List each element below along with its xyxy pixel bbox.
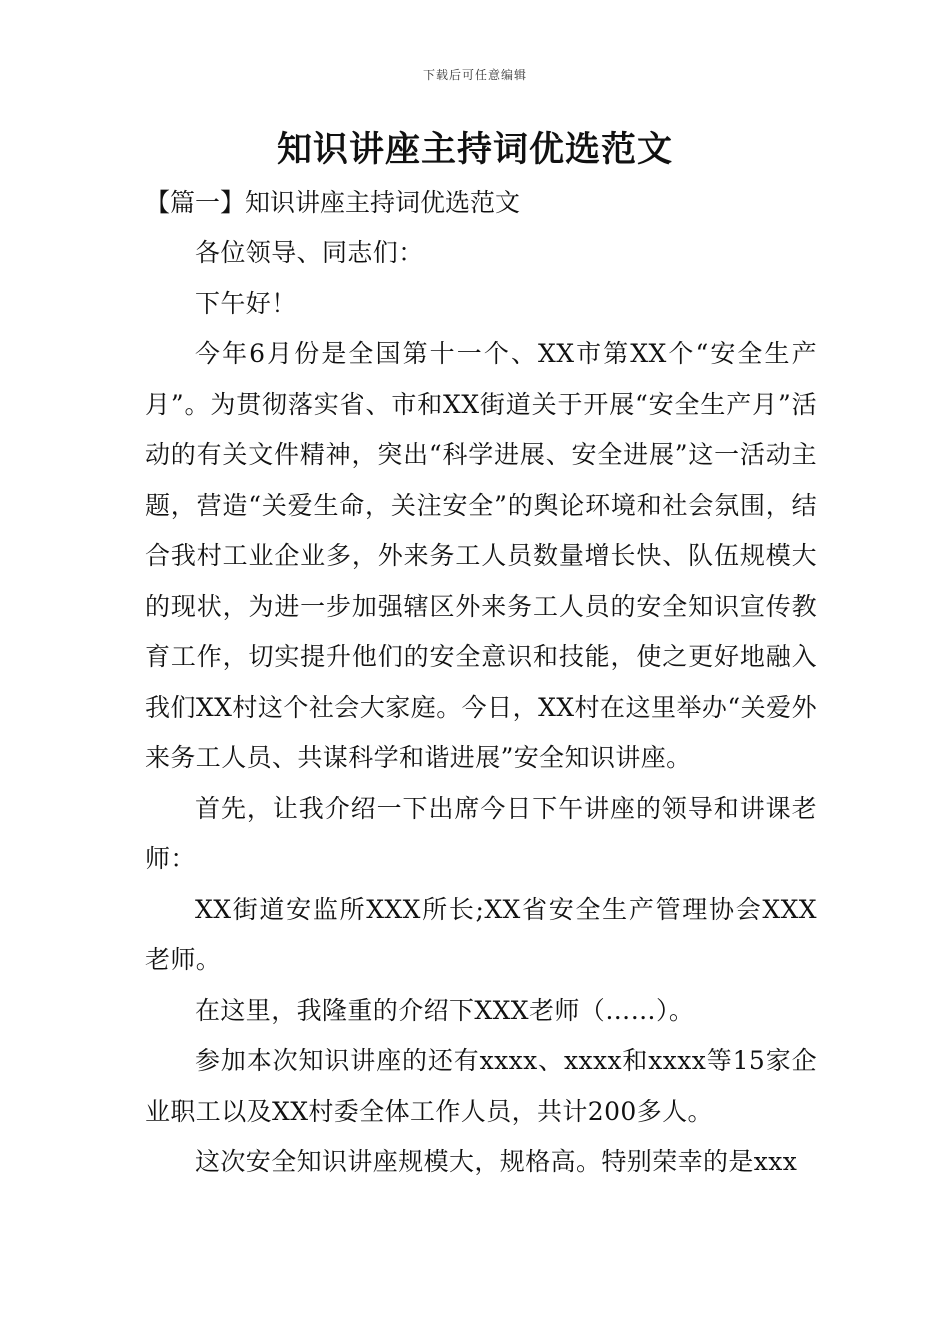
document-body <box>145 178 817 1188</box>
header-note: 下载后可任意编辑 <box>422 68 527 82</box>
paragraph-scale: 这次安全知识讲座规模大，规格高。特别荣幸的是xxx <box>195 1147 798 1176</box>
paragraph-guests-list: XX街道安监所XXX所长;XX省安全生产管理协会XXX老师。 <box>145 894 817 974</box>
paragraph-greeting: 各位领导、同志们： <box>195 238 424 267</box>
paragraph-guests-intro: 首先，让我介绍一下出席今日下午讲座的领导和讲课老师： <box>145 793 817 873</box>
paragraph-introduction: 今年6月份是全国第十一个、XX市第XX个“安全生产月”。为贯彻落实省、市和XX街道关于开展“安全生产月”活动的有关文件精神，突出“科学进展、安全进展”这一活动主题，营造“关爱生命，关注安全”的舆论环境和社会氛围，结合我村工业企业多，外来务工人员数量增长快、队伍规模大的现状，为进一步加强辖区外来务工人员的安全知识宣传教育工作，切实提升他们的安全意识和技能，使之更好地融入我们XX村这个社会大家庭。今日，XX村在这里举办“关爱外来务工人员、共谋科学和谐进展”安全知识讲座。 <box>145 339 817 772</box>
paragraph-teacher-intro: 在这里，我隆重的介绍下XXX老师（……）。 <box>195 995 695 1025</box>
paragraph-salutation: 下午好！ <box>195 288 297 318</box>
document-title: 知识讲座主持词优选范文 <box>276 129 673 170</box>
paragraph-attendees: 参加本次知识讲座的还有xxxx、xxxx和xxxx等15家企业职工以及XX村委全体工作人员，共计200多人。 <box>145 1046 817 1126</box>
section-heading: 【篇一】知识讲座主持词优选范文 <box>145 188 521 217</box>
